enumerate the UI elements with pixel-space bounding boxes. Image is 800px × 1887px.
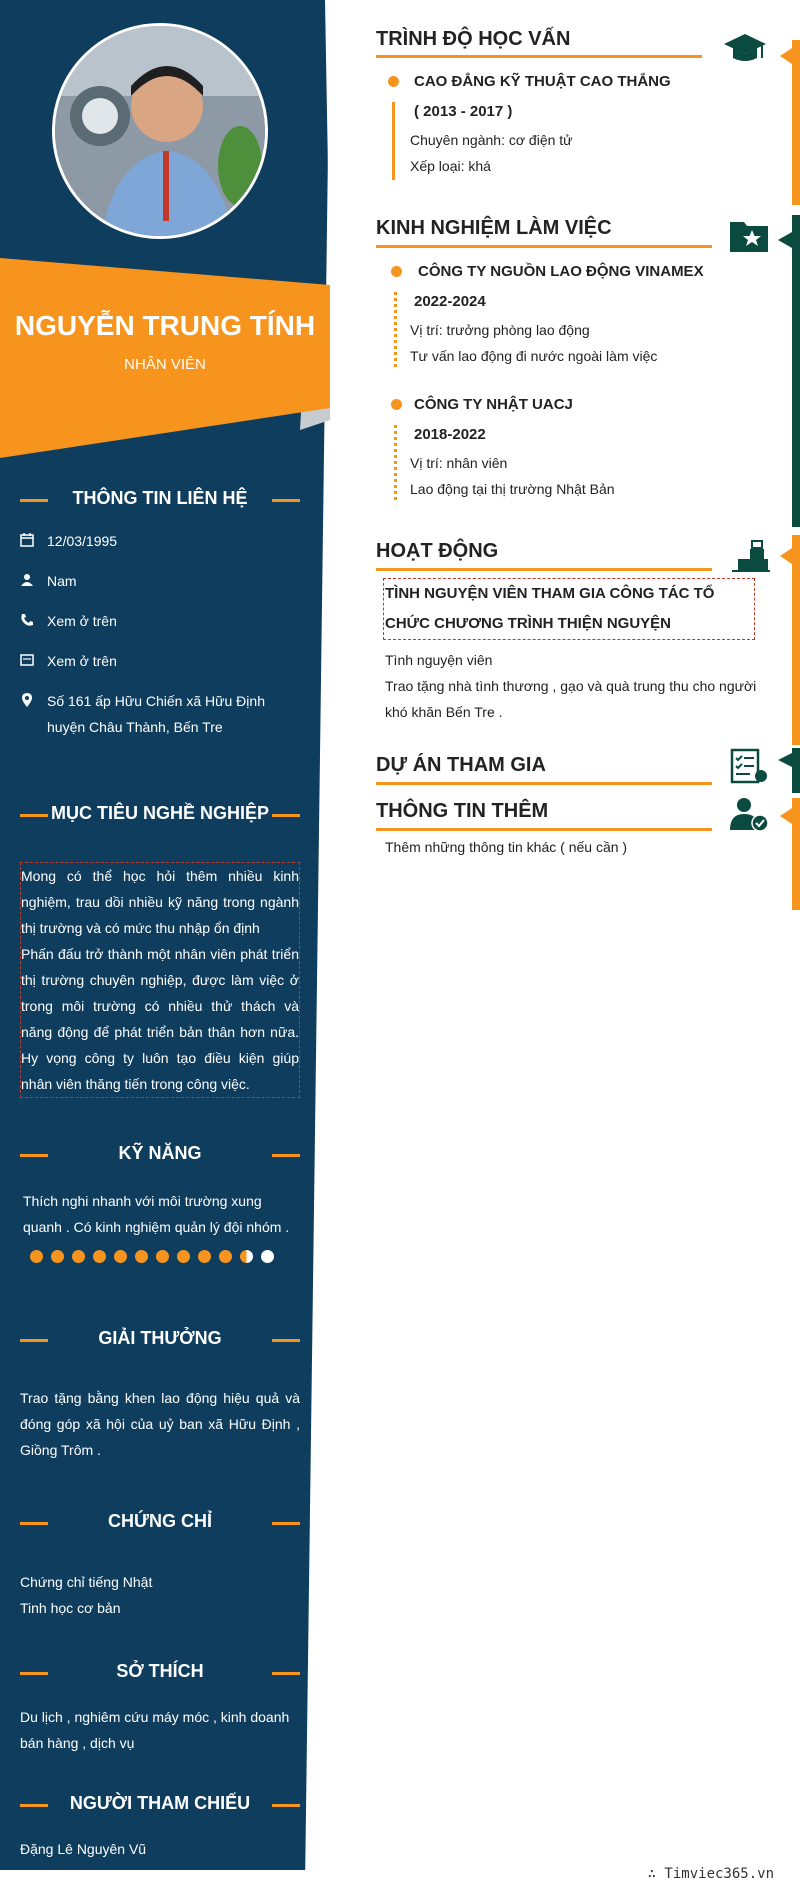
awards-text: Trao tặng bằng khen lao động hiệu quả và đóng góp xã hội của uỷ ban xã Hữu Định , Giồng Trôm .: [20, 1390, 300, 1458]
podium-icon: [730, 537, 772, 573]
references-section-title: NGƯỜI THAM CHIẾU: [20, 1793, 300, 1814]
experience-section-title: KINH NGHIỆM LÀM VIỆC: [376, 217, 612, 239]
activity-headline: TÌNH NGUYỆN VIÊN THAM GIA CÔNG TÁC TỔ CHỨC CHƯƠNG TRÌNH THIỆN NGUYỆN: [383, 578, 755, 640]
section-underline: [376, 568, 712, 571]
certificate-item: Chứng chỉ tiếng Nhật: [20, 1574, 153, 1590]
job-title: NHÂN VIÊN: [124, 356, 206, 373]
activity-description: Trao tặng nhà tình thương , gạo và quà trung thu cho người khó khăn Bến Tre .: [385, 678, 757, 720]
graduation-cap-icon: [724, 30, 766, 66]
candidate-name: NGUYỄN TRUNG TÍNH: [14, 310, 316, 341]
education-section-title: TRÌNH ĐỘ HỌC VẤN: [376, 28, 571, 50]
bullet-dot: [391, 399, 402, 410]
education-school: CAO ĐẲNG KỸ THUẬT CAO THẮNG: [414, 73, 671, 90]
objective-paragraph-1: Mong có thể học hỏi thêm nhiều kinh nghiệm, trau dồi nhiều kỹ năng trong ngành thị trường và có mức thu nhập ổn định: [21, 868, 299, 936]
certificate-item: Tinh học cơ bản: [20, 1600, 121, 1616]
checklist-icon: [728, 748, 770, 784]
objective-section-title: MỤC TIÊU NGHỀ NGHIỆP: [20, 803, 300, 824]
hobbies-section-title: SỞ THÍCH: [20, 1661, 300, 1682]
logo-icon: ∴: [647, 1866, 665, 1882]
job-company: CÔNG TY NHẬT UACJ: [414, 396, 573, 413]
education-grade: Xếp loại: khá: [410, 158, 491, 174]
section-underline: [376, 55, 702, 58]
awards-section-title: GIẢI THƯỞNG: [20, 1328, 300, 1349]
timeline-line: [392, 102, 395, 180]
additional-text: Thêm những thông tin khác ( nếu cần ): [385, 839, 628, 855]
education-major: Chuyên ngành: cơ điện tử: [410, 132, 573, 148]
section-underline: [376, 782, 712, 785]
projects-section-title: DỰ ÁN THAM GIA: [376, 754, 546, 776]
job-position: Vị trí: nhân viên: [410, 455, 508, 471]
section-underline: [376, 245, 712, 248]
bullet-dot: [391, 266, 402, 277]
bullet-dot: [388, 76, 399, 87]
skills-text: Thích nghi nhanh với môi trường xung quanh . Có kinh nghiệm quản lý đội nhóm .: [23, 1193, 290, 1235]
education-period: ( 2013 - 2017 ): [414, 103, 513, 120]
contact-phone: Xem ở trên: [20, 608, 305, 634]
job-period: 2018-2022: [414, 426, 486, 443]
footer-brand[interactable]: ∴ Timviec365.vn: [647, 1866, 774, 1882]
skills-section-title: KỸ NĂNG: [20, 1143, 300, 1164]
contact-birthdate: 12/03/1995: [20, 528, 305, 554]
activity-role: Tình nguyện viên: [385, 652, 493, 668]
job-description: Lao động tại thị trường Nhật Bản: [410, 481, 615, 497]
additional-section-title: THÔNG TIN THÊM: [376, 800, 549, 822]
references-text: Đặng Lê Nguyên Vũ: [20, 1841, 147, 1857]
contact-address: Số 161 ấp Hữu Chiến xã Hữu Định huyện Châu Thành, Bến Tre: [20, 688, 305, 740]
certificates-section-title: CHỨNG CHỈ: [20, 1511, 300, 1532]
job-company: CÔNG TY NGUỒN LAO ĐỘNG VINAMEX: [418, 263, 704, 280]
activities-section-title: HOẠT ĐỘNG: [376, 540, 499, 562]
hobbies-text: Du lịch , nghiêm cứu máy móc , kinh doanh bán hàng , dịch vụ: [20, 1709, 290, 1751]
job-position: Vị trí: trưởng phòng lao động: [410, 322, 590, 338]
folder-star-icon: [728, 218, 770, 254]
section-underline: [376, 828, 712, 831]
timeline-dots: [394, 292, 400, 367]
timeline-dots: [394, 425, 400, 500]
objective-paragraph-2: Phấn đấu trở thành một nhân viên phát triển thị trường chuyên nghiệp, được làm việc ở trong môi trường có nhiều thử thách và năng động để phát triển bản thân hơn nữa. Hy vọng công ty luôn tạo điều kiện giúp nhân viên thăng tiến trong công việc.: [21, 946, 299, 1092]
job-period: 2022-2024: [414, 293, 486, 310]
contact-gender: Nam: [20, 568, 305, 594]
user-check-icon: [728, 796, 770, 832]
contact-section-title: THÔNG TIN LIÊN HỆ: [20, 488, 300, 509]
contact-email: Xem ở trên: [20, 648, 305, 674]
job-description: Tư vấn lao động đi nước ngoài làm việc: [410, 348, 658, 364]
